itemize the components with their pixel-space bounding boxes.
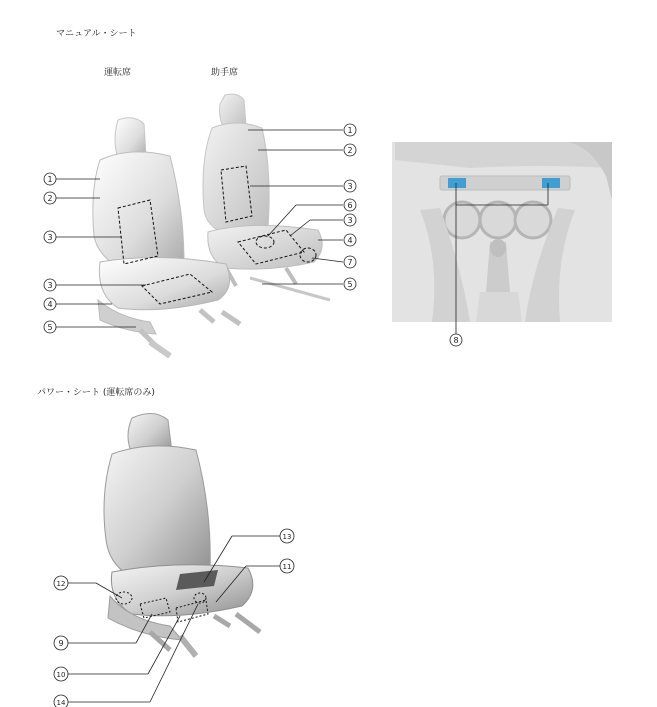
callout-2-driver: 2 <box>47 194 53 203</box>
heater-switch-illustration <box>392 142 612 334</box>
manual-seats-illustration <box>56 88 352 358</box>
callout-13: 13 <box>282 533 292 541</box>
callout-5-driver: 5 <box>47 323 53 332</box>
callout-7: 7 <box>347 258 353 267</box>
power-seat-illustration <box>68 413 280 702</box>
callout-3-passenger-back: 3 <box>347 182 353 191</box>
right-seat-heater-button <box>542 178 560 188</box>
callout-1-passenger: 1 <box>347 126 353 135</box>
callout-3-driver-cushion: 3 <box>47 281 53 290</box>
passenger-seat-label: 助手席 <box>211 68 239 78</box>
callout-3-passenger-cushion: 3 <box>347 216 353 225</box>
callout-2-passenger: 2 <box>347 146 353 155</box>
power-seat-heading: パワー・シート (運転席のみ) <box>37 388 155 398</box>
callout-11: 11 <box>282 563 292 571</box>
callout-9: 9 <box>58 639 64 648</box>
callout-4-driver: 4 <box>47 300 53 309</box>
driver-seat-label: 運転席 <box>104 68 132 78</box>
callout-14: 14 <box>56 699 66 707</box>
callout-6: 6 <box>347 201 353 210</box>
callout-12: 12 <box>56 580 66 588</box>
callout-10: 10 <box>56 671 66 679</box>
manual-seat-heading: マニュアル・シート <box>56 29 137 39</box>
left-seat-heater-button <box>448 178 466 188</box>
callout-8: 8 <box>453 336 459 345</box>
callout-4-passenger: 4 <box>347 236 353 245</box>
callout-1-driver: 1 <box>47 175 53 184</box>
callout-3-driver-back: 3 <box>47 233 53 242</box>
callout-5-passenger: 5 <box>347 280 353 289</box>
